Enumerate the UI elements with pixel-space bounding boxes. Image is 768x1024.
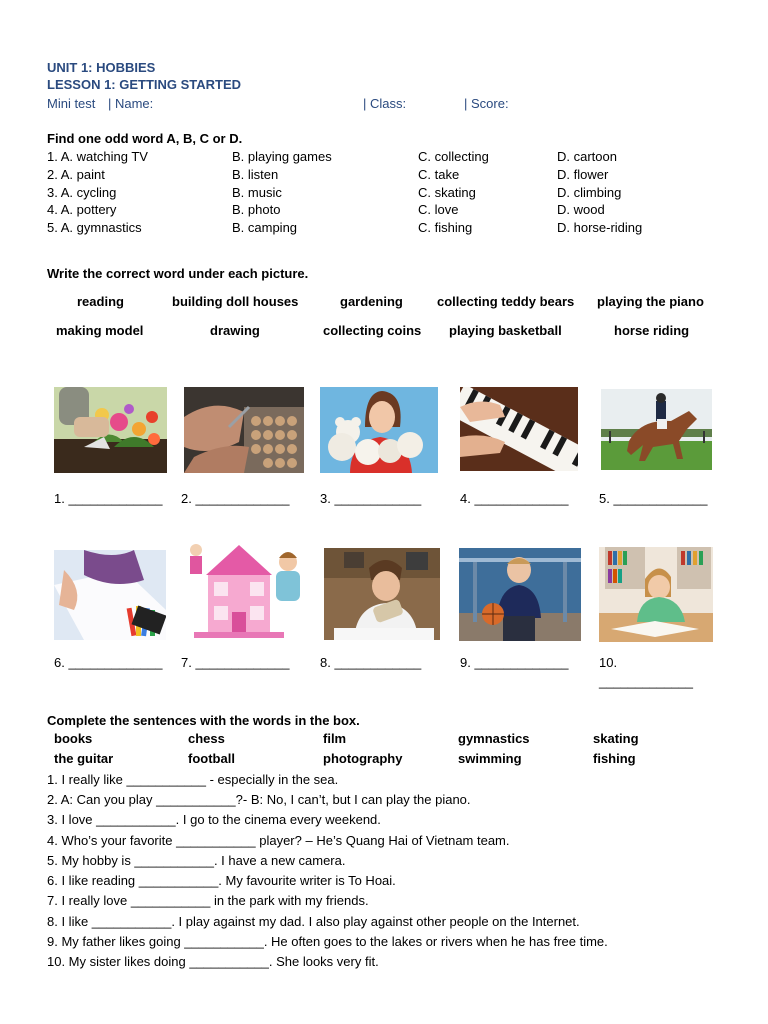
option-cell: C. love (418, 202, 459, 217)
name-label: | Name: (108, 96, 154, 111)
score-label: | Score: (464, 96, 509, 111)
unit-title: UNIT 1: HOBBIES (47, 60, 156, 75)
sentence-item: 7. I really love ___________ in the park with my friends. (47, 893, 369, 908)
sentence-item: 6. I like reading ___________. My favourite writer is To Hoai. (47, 873, 396, 888)
option-cell: 4. A. pottery (47, 202, 117, 217)
making-model-photo (324, 548, 440, 640)
box-word: chess (188, 731, 225, 746)
option-cell: 3. A. cycling (47, 185, 117, 200)
sentence-item: 5. My hobby is ___________. I have a new camera. (47, 853, 346, 868)
option-cell: B. camping (232, 220, 298, 235)
option-cell: 5. A. gymnastics (47, 220, 142, 235)
word-item: reading (77, 294, 124, 309)
word-item: horse riding (614, 323, 690, 338)
section1-title: Find one odd word A, B, C or D. (47, 131, 243, 146)
section3-title: Complete the sentences with the words in the box. (47, 713, 360, 728)
box-word: gymnastics (458, 731, 530, 746)
option-cell: D. horse-riding (557, 220, 643, 235)
word-item: collecting coins (323, 323, 422, 338)
sentence-item: 1. I really like ___________ - especially in the sea. (47, 772, 339, 787)
option-cell: C. collecting (418, 149, 489, 164)
word-item: playing basketball (449, 323, 562, 338)
answer-blank[interactable]: 6. _____________ (54, 655, 163, 670)
answer-blank[interactable]: 3. ____________ (320, 491, 422, 506)
answer-blank[interactable]: 2. _____________ (181, 491, 290, 506)
mini-test-label: Mini test (47, 96, 96, 111)
box-word: photography (323, 751, 403, 766)
word-item: gardening (340, 294, 403, 309)
answer-blank[interactable]: 5. _____________ (599, 491, 708, 506)
option-cell: 2. A. paint (47, 167, 105, 182)
answer-blank[interactable]: 4. _____________ (460, 491, 569, 506)
drawing-photo (54, 550, 166, 640)
sentence-item: 2. A: Can you play ___________?- B: No, I can’t, but I can play the piano. (47, 792, 471, 807)
doll-house-photo (184, 540, 304, 645)
option-cell: C. fishing (418, 220, 473, 235)
class-label: | Class: (363, 96, 407, 111)
answer-blank[interactable]: 7. _____________ (181, 655, 290, 670)
section2-title: Write the correct word under each picture. (47, 266, 309, 281)
option-cell: C. skating (418, 185, 476, 200)
box-word: the guitar (54, 751, 114, 766)
answer-blank[interactable]: 10. (599, 655, 618, 670)
option-cell: B. listen (232, 167, 279, 182)
word-item: making model (56, 323, 144, 338)
option-cell: C. take (418, 167, 460, 182)
sentence-item: 10. My sister likes doing ___________. She looks very fit. (47, 954, 379, 969)
piano-photo (460, 387, 578, 471)
box-word: skating (593, 731, 639, 746)
answer-blank[interactable]: 8. ____________ (320, 655, 422, 670)
option-cell: B. music (232, 185, 282, 200)
answer-blank[interactable]: 1. _____________ (54, 491, 163, 506)
option-cell: D. climbing (557, 185, 622, 200)
teddy-bears-photo (320, 387, 438, 473)
option-cell: D. wood (557, 202, 605, 217)
coins-photo (184, 387, 304, 473)
option-cell: B. playing games (232, 149, 332, 164)
answer-blank-line[interactable]: _____________ (599, 674, 693, 689)
sentence-item: 3. I love ___________. I go to the cinema every weekend. (47, 812, 381, 827)
box-word: books (54, 731, 93, 746)
lesson-title: LESSON 1: GETTING STARTED (47, 77, 242, 92)
sentence-item: 9. My father likes going ___________. He often goes to the lakes or rivers when he has free time. (47, 934, 608, 949)
box-word: swimming (458, 751, 522, 766)
gardening-photo (54, 387, 167, 473)
reading-photo (599, 547, 713, 642)
box-word: fishing (593, 751, 636, 766)
box-word: film (323, 731, 347, 746)
word-item: playing the piano (597, 294, 704, 309)
option-cell: 1. A. watching TV (47, 149, 148, 164)
sentence-item: 4. Who’s your favorite ___________ player? – He’s Quang Hai of Vietnam team. (47, 833, 510, 848)
option-cell: D. flower (557, 167, 609, 182)
sentence-item: 8. I like ___________. I play against my dad. I also play against other people on the Internet. (47, 914, 580, 929)
word-item: drawing (210, 323, 260, 338)
box-word: football (188, 751, 235, 766)
basketball-photo (459, 548, 581, 641)
horse-riding-photo (601, 389, 712, 470)
answer-blank[interactable]: 9. _____________ (460, 655, 569, 670)
word-item: building doll houses (172, 294, 299, 309)
option-cell: D. cartoon (557, 149, 617, 164)
option-cell: B. photo (232, 202, 281, 217)
word-item: collecting teddy bears (437, 294, 575, 309)
